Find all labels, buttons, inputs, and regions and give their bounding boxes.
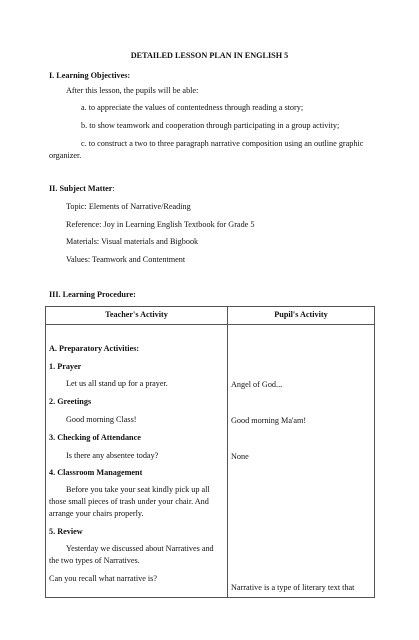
subject-matter-heading-text: II. Subject Matter (49, 184, 113, 193)
procedure-table (45, 306, 375, 598)
subject-topic: Topic: Elements of Narrative/Reading (66, 202, 191, 211)
objectives-heading: I. Learning Objectives: (49, 71, 131, 80)
greetings-heading: 2. Greetings (49, 397, 92, 406)
subject-values: Values: Teamwork and Contentment (66, 255, 186, 264)
review-line-1: Yesterday we discussed about Narratives and (66, 544, 214, 553)
attendance-pupil-response: None (231, 452, 249, 461)
classroom-management-line-3: arrange your chairs properly. (49, 509, 144, 518)
greetings-teacher-text: Good morning Class! (66, 415, 137, 424)
objective-item-b: b. to show teamwork and cooperation through participating in a group activity; (81, 121, 340, 130)
objective-item-c-continued: organizer. (49, 151, 82, 160)
review-heading: 5. Review (49, 527, 83, 536)
attendance-teacher-text: Is there any absentee today? (66, 451, 159, 460)
attendance-heading: 3. Checking of Attendance (49, 433, 141, 442)
classroom-management-heading: 4. Classroom Management (49, 468, 143, 477)
prayer-teacher-text: Let us all stand up for a prayer. (66, 379, 168, 388)
pupil-activity-header: Pupil's Activity (228, 307, 375, 325)
teacher-activity-header: Teacher's Activity (46, 307, 228, 325)
classroom-management-line-1: Before you take your seat kindly pick up all (66, 485, 210, 494)
pupil-activity-cell (228, 325, 375, 598)
teacher-activity-cell (46, 325, 228, 598)
subject-reference: Reference: Joy in Learning English Textbook for Grade 5 (66, 220, 255, 229)
greetings-pupil-response: Good morning Ma'am! (231, 416, 307, 425)
objective-item-c: c. to construct a two to three paragraph narrative composition using an outline graphic (81, 139, 364, 148)
prayer-pupil-response: Angel of God... (231, 380, 283, 389)
document-title: DETAILED LESSON PLAN IN ENGLISH 5 (130, 51, 289, 60)
subject-matter-heading (49, 184, 115, 194)
preparatory-activities-heading: A. Preparatory Activities: (49, 344, 140, 353)
table-row (46, 325, 375, 598)
table-header-row (46, 307, 375, 325)
prayer-heading: 1. Prayer (49, 362, 82, 371)
review-question: Can you recall what narrative is? (49, 574, 157, 583)
objective-item-a: a. to appreciate the values of contentedness through reading a story; (81, 103, 304, 112)
subject-materials: Materials: Visual materials and Bigbook (66, 237, 199, 246)
procedure-heading: III. Learning Procedure: (49, 290, 136, 299)
review-pupil-response: Narrative is a type of literary text that (231, 583, 355, 592)
review-line-2: the two types of Narratives. (49, 556, 140, 565)
subject-matter-colon: : (112, 184, 115, 193)
objectives-intro: After this lesson, the pupils will be able: (66, 86, 199, 95)
classroom-management-line-2: those small pieces of trash under your chair. And (49, 497, 209, 506)
